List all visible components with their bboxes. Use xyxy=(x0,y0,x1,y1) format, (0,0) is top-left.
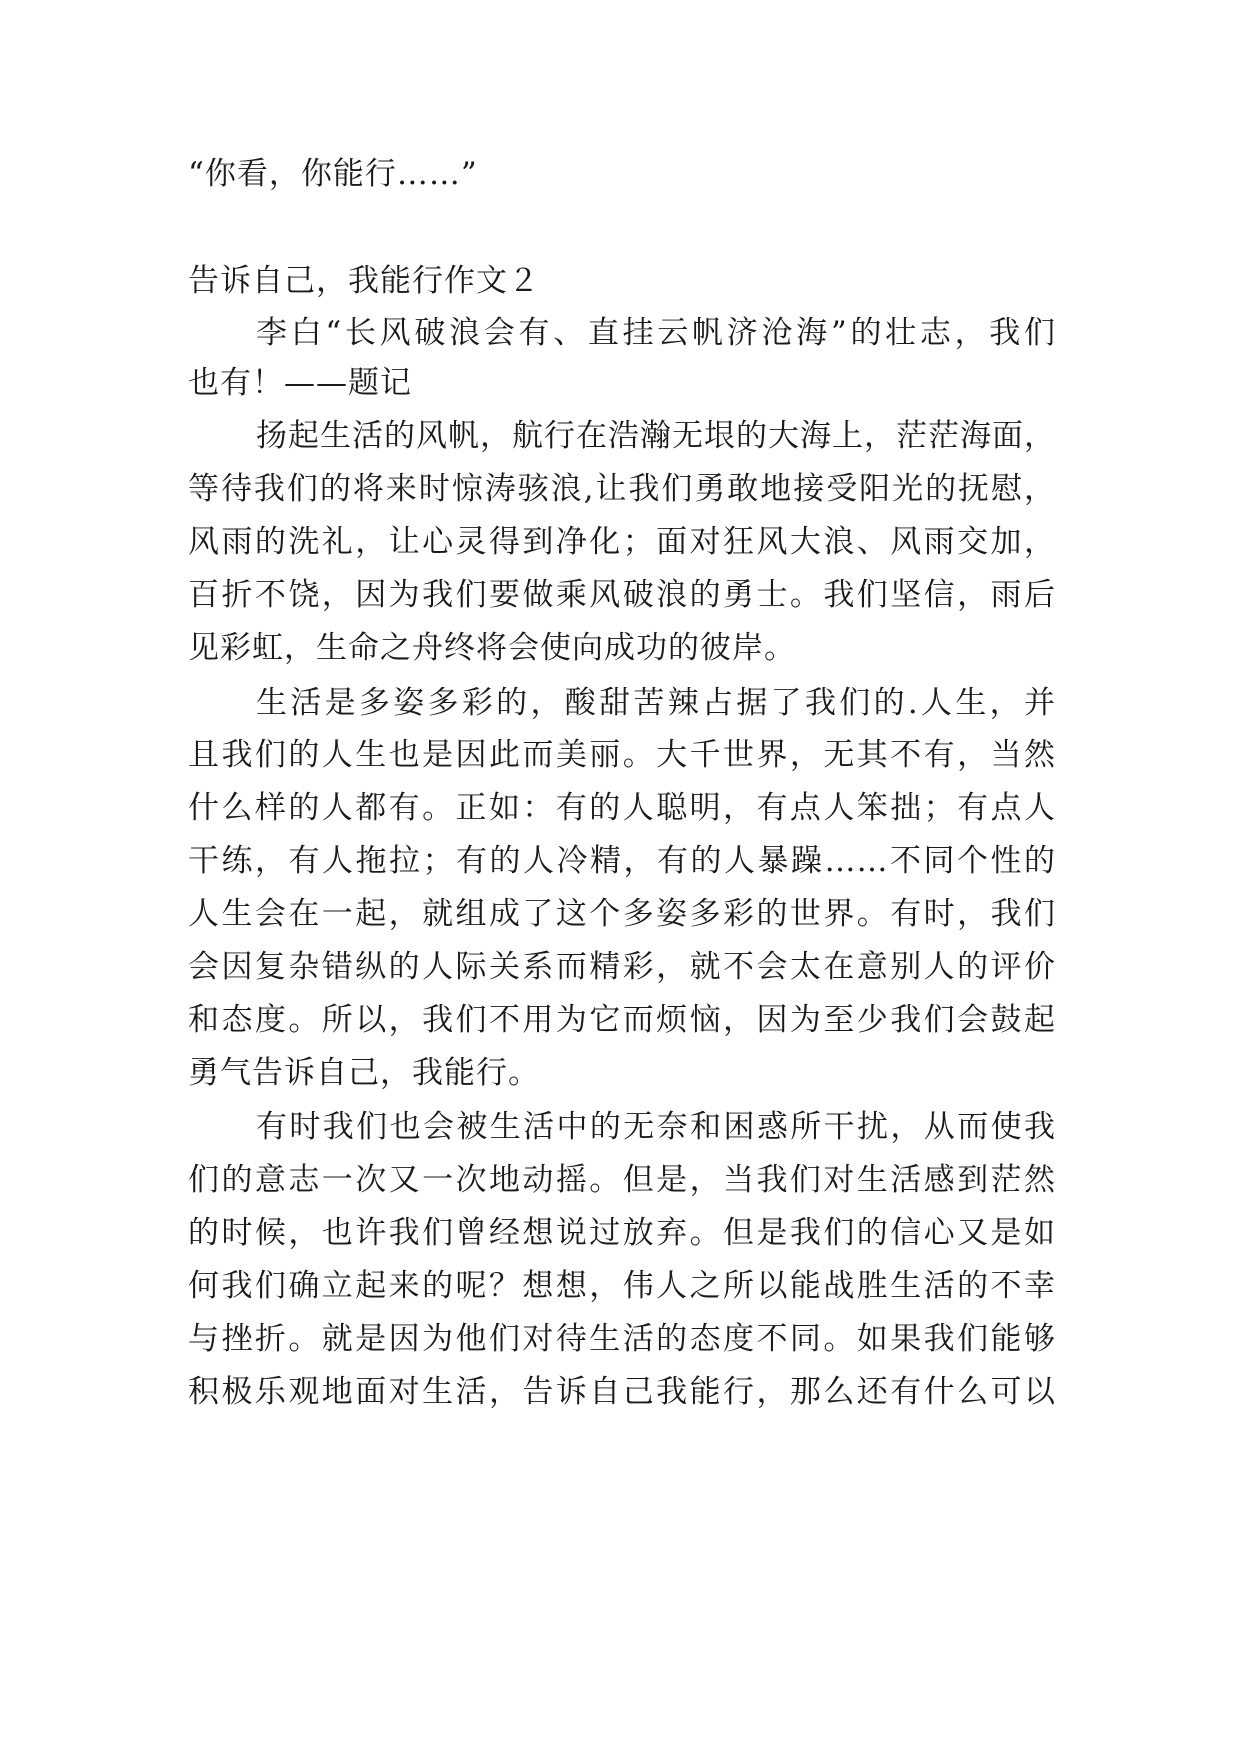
paragraph-line: 百折不饶，因为我们要做乘风破浪的勇士。我们坚信，雨后 xyxy=(188,577,1056,613)
paragraph-line: 什么样的人都有。正如：有的人聪明，有点人笨拙；有点人 xyxy=(188,790,1056,826)
paragraph-line: 的时候，也许我们曾经想说过放弃。但是我们的信心又是如 xyxy=(188,1215,1056,1251)
paragraph-line: 与挫折。就是因为他们对待生活的态度不同。如果我们能够 xyxy=(188,1321,1056,1357)
paragraph-line: 会因复杂错纵的人际关系而精彩，就不会太在意别人的评价 xyxy=(188,949,1056,985)
paragraph-line: 干练，有人拖拉；有的人冷精，有的人暴躁……不同个性的 xyxy=(188,843,1056,879)
paragraph-line: 人生会在一起，就组成了这个多姿多彩的世界。有时，我们 xyxy=(188,896,1056,932)
epigraph-line: 也有！——题记 xyxy=(188,365,412,401)
essay-heading: 告诉自己，我能行作文２ xyxy=(188,263,540,299)
paragraph-line: 扬起生活的风帆，航行在浩瀚无垠的大海上，茫茫海面， xyxy=(256,418,1056,454)
epigraph-line: 李白“长风破浪会有、直挂云帆济沧海”的壮志，我们 xyxy=(256,315,1056,351)
quote-line: “你看，你能行……” xyxy=(188,156,478,192)
paragraph-line: 生活是多姿多彩的，酸甜苦辣占据了我们的.人生，并 xyxy=(256,685,1056,721)
paragraph-line: 和态度。所以，我们不用为它而烦恼，因为至少我们会鼓起 xyxy=(188,1002,1056,1038)
paragraph-line: 有时我们也会被生活中的无奈和困惑所干扰，从而使我 xyxy=(256,1109,1056,1145)
paragraph-line: 何我们确立起来的呢？想想，伟人之所以能战胜生活的不幸 xyxy=(188,1268,1056,1304)
paragraph-line: 风雨的洗礼，让心灵得到净化；面对狂风大浪、风雨交加， xyxy=(188,524,1056,560)
paragraph-line: 积极乐观地面对生活，告诉自己我能行，那么还有什么可以 xyxy=(188,1374,1056,1410)
paragraph-line: 且我们的人生也是因此而美丽。大千世界，无其不有，当然 xyxy=(188,737,1056,773)
paragraph-line: 等待我们的将来时惊涛骇浪,让我们勇敢地接受阳光的抚慰， xyxy=(188,471,1056,507)
paragraph-line: 勇气告诉自己，我能行。 xyxy=(188,1055,540,1091)
paragraph-line: 见彩虹，生命之舟终将会使向成功的彼岸。 xyxy=(188,630,796,666)
paragraph-line: 们的意志一次又一次地动摇。但是，当我们对生活感到茫然 xyxy=(188,1162,1056,1198)
